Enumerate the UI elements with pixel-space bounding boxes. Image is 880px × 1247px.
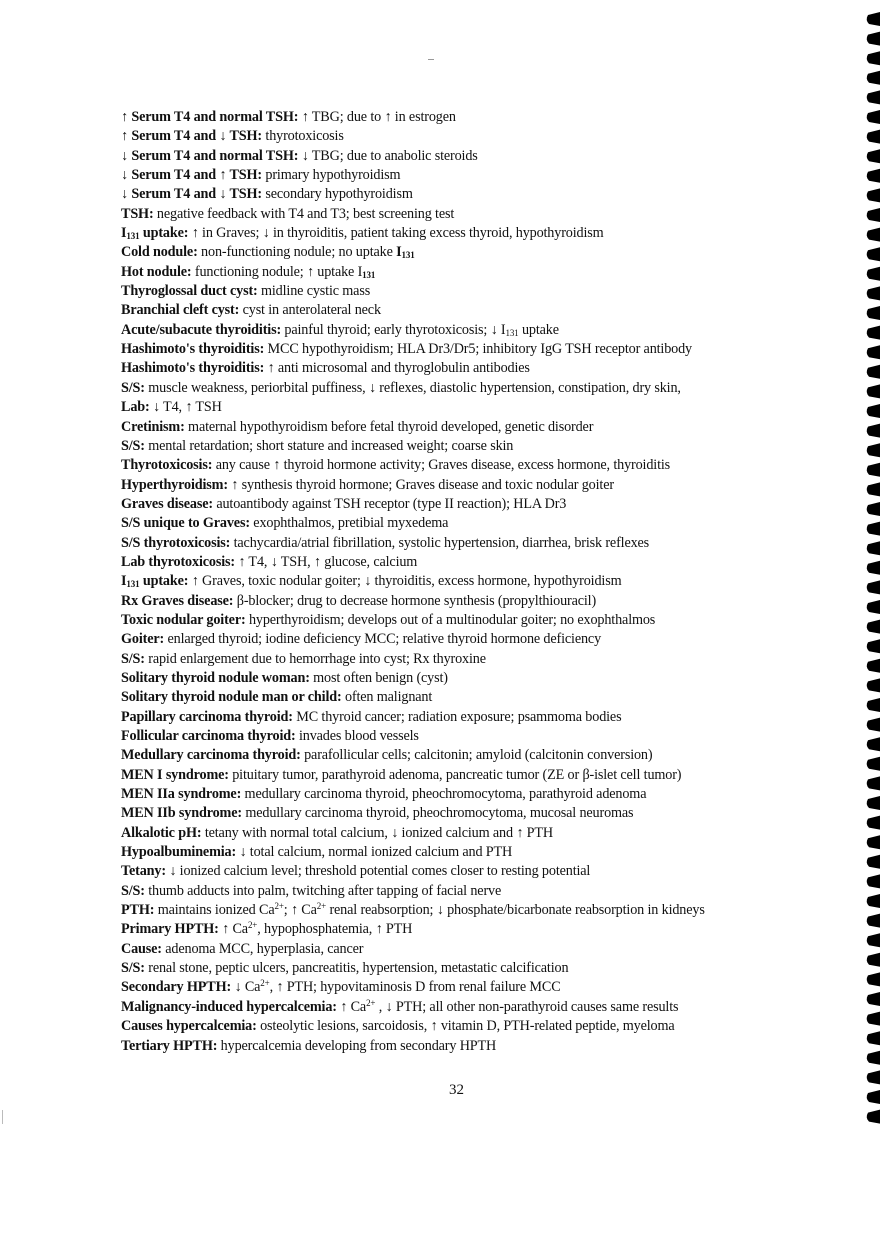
binding-ring (867, 620, 880, 634)
note-line (121, 901, 821, 920)
note-term: Malignancy-induced hypercalcemia: (121, 998, 337, 1015)
note-line (121, 321, 821, 340)
note-term: ↓ Serum T4 and normal TSH: (121, 147, 299, 164)
note-term: Tetany: (121, 863, 166, 880)
binding-ring (867, 90, 880, 104)
binding-ring (867, 130, 880, 144)
note-term: Acute/subacute thyroiditis: (121, 321, 282, 338)
note-line (121, 476, 821, 495)
note-text: 2+ (274, 901, 284, 912)
note-term: Toxic nodular goiter: (121, 611, 246, 628)
binding-ring (867, 914, 880, 928)
note-line (121, 920, 821, 939)
binding-ring (867, 1090, 880, 1104)
note-line (121, 727, 821, 746)
binding-ring (867, 12, 880, 26)
note-line (121, 785, 821, 804)
note-term: Tertiary HPTH: (121, 1037, 218, 1054)
note-text: 131 (505, 327, 519, 338)
note-term: uptake: (139, 225, 189, 242)
binding-ring (867, 522, 880, 536)
note-text: ; ↑ Ca (283, 902, 317, 919)
binding-ring (867, 384, 880, 398)
note-term: ↓ Serum T4 and ↓ TSH: (121, 186, 262, 203)
note-text: functioning nodule; ↑ uptake I (191, 263, 363, 280)
binding-ring (867, 71, 880, 85)
binding-ring (867, 286, 880, 300)
note-term: S/S: (121, 650, 145, 667)
note-text: primary hypothyroidism (262, 167, 401, 184)
note-text: autoantibody against TSH receptor (type II reaction); HLA Dr3 (212, 495, 567, 512)
note-text: ↑ anti microsomal and thyroglobulin antibodies (264, 360, 530, 377)
note-text: osteolytic lesions, sarcoidosis, ↑ vitamin D, PTH-related peptide, myeloma (256, 1018, 675, 1035)
note-line (121, 147, 821, 166)
note-term: Cold nodule: (121, 244, 198, 261)
binding-ring (867, 169, 880, 183)
note-text: ↓ ionized calcium level; threshold potential comes closer to resting potential (165, 863, 591, 880)
note-text: invades blood vessels (295, 728, 419, 744)
binding-ring (867, 874, 880, 888)
binding-ring (867, 757, 880, 771)
note-line (121, 804, 821, 823)
binding-ring (867, 855, 880, 869)
note-term: Goiter: (121, 631, 165, 648)
spiral-binding (840, 0, 880, 1140)
note-text: ↓ T4, ↑ TSH (149, 399, 222, 416)
note-line (121, 514, 821, 533)
note-text: thumb adducts into palm, twitching after tapping of facial nerve (144, 882, 502, 899)
note-text: hypercalcemia developing from secondary HPTH (217, 1037, 497, 1054)
binding-ring (867, 1031, 880, 1045)
note-text: , ↑ PTH; hypovitaminosis D from renal failure MCC (269, 979, 561, 996)
note-term: Solitary thyroid nodule woman: (121, 669, 310, 686)
binding-ring (867, 32, 880, 46)
note-text: β-blocker; drug to decrease hormone synthesis (propylthiouracil) (233, 592, 597, 609)
note-term: S/S unique to Graves: (121, 515, 250, 532)
note-text: 2+ (247, 920, 258, 931)
note-text: enlarged thyroid; iodine deficiency MCC; relative thyroid hormone deficiency (164, 631, 602, 648)
note-line (121, 456, 821, 475)
binding-ring (867, 463, 880, 477)
note-text: , hypophosphatemia, ↑ PTH (257, 921, 413, 938)
binding-ring (867, 698, 880, 712)
binding-ring (867, 424, 880, 438)
binding-ring (867, 188, 880, 202)
note-text: muscle weakness, periorbital puffiness, ↓ reflexes, diastolic hypertension, constipation, dry skin, (144, 379, 681, 396)
note-text: non-functioning nodule; no uptake (197, 244, 397, 261)
note-term: Medullary carcinoma thyroid: (121, 747, 301, 764)
note-line (121, 282, 821, 301)
note-term: uptake: (139, 573, 189, 590)
binding-ring (867, 776, 880, 790)
scan-edge-mark (2, 1110, 3, 1124)
note-text: maintains ionized Ca (154, 902, 275, 919)
note-text: exophthalmos, pretibial myxedema (249, 515, 449, 532)
note-text: thyrotoxicosis (262, 128, 344, 145)
note-text: most often benign (cyst) (309, 669, 448, 686)
binding-ring (867, 110, 880, 124)
note-text: uptake (518, 321, 559, 338)
note-term: Hypoalbuminemia: (121, 844, 237, 861)
note-term: PTH: (121, 902, 155, 919)
note-line (121, 224, 821, 243)
binding-ring (867, 933, 880, 947)
note-line (121, 824, 821, 843)
note-text: ↑ Ca (336, 998, 367, 1015)
note-term: I (396, 244, 402, 261)
note-text: , ↓ PTH; all other non-parathyroid causes same results (375, 998, 679, 1015)
note-term: Lab thyrotoxicosis: (121, 553, 235, 570)
note-term: ↑ Serum T4 and normal TSH: (121, 109, 299, 125)
note-text: any cause ↑ thyroid hormone activity; Graves disease, excess hormone, thyroiditis (212, 457, 671, 474)
note-text: 2+ (366, 997, 376, 1008)
note-text: often malignant (341, 689, 433, 706)
note-text: MCC hypothyroidism; HLA Dr3/Dr5; inhibitory IgG TSH receptor antibody (264, 341, 692, 358)
binding-ring (867, 51, 880, 65)
note-term: ↓ Serum T4 and ↑ TSH: (121, 167, 262, 184)
binding-ring (867, 149, 880, 163)
binding-ring (867, 267, 880, 281)
note-text: ↑ in Graves; ↓ in thyroiditis, patient taking excess thyroid, hypothyroidism (188, 225, 604, 242)
note-term: Thyroglossal duct cyst: (121, 283, 258, 300)
note-line (121, 862, 821, 881)
note-term: Alkalotic pH: (121, 824, 202, 841)
binding-ring (867, 737, 880, 751)
note-text: ↑ TBG; due to ↑ in estrogen (298, 109, 456, 125)
note-term: I (121, 573, 127, 590)
binding-ring (867, 659, 880, 673)
binding-ring (867, 1051, 880, 1065)
note-text: ↑ Graves, toxic nodular goiter; ↓ thyroiditis, excess hormone, hypothyroidism (188, 573, 622, 590)
page-number: 32 (449, 1082, 464, 1098)
note-term: S/S: (121, 882, 145, 899)
note-line (121, 592, 821, 611)
note-text: tetany with normal total calcium, ↓ ionized calcium and ↑ PTH (201, 824, 554, 841)
note-term: S/S: (121, 379, 145, 396)
note-text: medullary carcinoma thyroid, pheochromocytoma, parathyroid adenoma (241, 786, 647, 803)
binding-ring (867, 580, 880, 594)
note-text: midline cystic mass (257, 283, 371, 300)
note-text: ↓ TBG; due to anabolic steroids (298, 147, 478, 164)
note-text: ↑ synthesis thyroid hormone; Graves disease and toxic nodular goiter (227, 476, 614, 493)
note-term: Rx Graves disease: (121, 592, 234, 609)
note-term: Secondary HPTH: (121, 979, 232, 996)
binding-ring (867, 404, 880, 418)
note-term: 131 (126, 579, 140, 590)
binding-ring (867, 1012, 880, 1026)
note-term: MEN I syndrome: (121, 766, 229, 783)
note-text: MC thyroid cancer; radiation exposure; psammoma bodies (292, 708, 622, 725)
note-text: ↓ total calcium, normal ionized calcium and PTH (236, 844, 513, 861)
note-line (121, 650, 821, 669)
note-line (121, 379, 821, 398)
note-line (121, 398, 821, 417)
note-line (121, 127, 821, 146)
note-term: Follicular carcinoma thyroid: (121, 728, 296, 744)
binding-ring (867, 953, 880, 967)
note-line (121, 1037, 821, 1056)
note-line (121, 766, 821, 785)
note-term: I (121, 225, 127, 242)
scan-mark (428, 59, 434, 60)
note-text: adenoma MCC, hyperplasia, cancer (161, 940, 364, 957)
binding-ring (867, 894, 880, 908)
binding-ring (867, 796, 880, 810)
note-text: renal stone, peptic ulcers, pancreatitis, hypertension, metastatic calcification (144, 960, 569, 977)
note-line (121, 243, 821, 262)
binding-ring (867, 502, 880, 516)
note-line (121, 553, 821, 572)
note-line (121, 572, 821, 591)
note-line (121, 418, 821, 437)
binding-ring (867, 228, 880, 242)
note-line (121, 534, 821, 553)
binding-ring (867, 835, 880, 849)
note-line (121, 669, 821, 688)
note-term: S/S: (121, 437, 145, 454)
note-term: Hashimoto's thyroiditis: (121, 360, 265, 377)
binding-ring (867, 561, 880, 575)
note-text: maternal hypothyroidism before fetal thyroid developed, genetic disorder (184, 418, 594, 435)
note-term: Hashimoto's thyroiditis: (121, 341, 265, 358)
binding-ring (867, 247, 880, 261)
note-term: Papillary carcinoma thyroid: (121, 708, 293, 725)
note-line (121, 359, 821, 378)
note-term: 131 (362, 269, 376, 280)
note-line (121, 688, 821, 707)
binding-ring (867, 718, 880, 732)
note-text: tachycardia/atrial fibrillation, systolic hypertension, diarrhea, brisk reflexes (230, 534, 650, 551)
note-text: 2+ (260, 978, 270, 989)
note-line (121, 185, 821, 204)
note-term: MEN IIa syndrome: (121, 786, 242, 803)
binding-ring (867, 208, 880, 222)
note-text: cyst in anterolateral neck (239, 302, 381, 319)
binding-ring (867, 992, 880, 1006)
binding-ring (867, 345, 880, 359)
note-text: ↑ Ca (218, 921, 248, 938)
note-term: S/S thyrotoxicosis: (121, 534, 231, 551)
note-term: Branchial cleft cyst: (121, 302, 240, 319)
note-text: 2+ (316, 901, 327, 912)
binding-ring (867, 1070, 880, 1084)
note-line (121, 108, 821, 127)
note-line (121, 882, 821, 901)
note-text: hyperthyroidism; develops out of a multinodular goiter; no exophthalmos (245, 611, 656, 628)
binding-ring (867, 443, 880, 457)
note-line (121, 611, 821, 630)
note-line (121, 998, 821, 1017)
binding-ring (867, 816, 880, 830)
note-text: parafollicular cells; calcitonin; amyloid (calcitonin conversion) (300, 747, 653, 764)
note-term: MEN IIb syndrome: (121, 805, 242, 822)
note-text: rapid enlargement due to hemorrhage into cyst; Rx thyroxine (144, 650, 486, 667)
note-text: painful thyroid; early thyrotoxicosis; ↓ I (281, 321, 506, 338)
note-text: secondary hypothyroidism (262, 186, 413, 203)
binding-ring (867, 541, 880, 555)
note-text: ↓ Ca (231, 979, 261, 996)
note-text: negative feedback with T4 and T3; best screening test (153, 205, 455, 222)
note-term: 131 (401, 250, 415, 261)
note-term: Graves disease: (121, 495, 213, 512)
note-line (121, 843, 821, 862)
note-text: renal reabsorption; ↓ phosphate/bicarbonate reabsorption in kidneys (326, 902, 705, 919)
note-text: ↑ T4, ↓ TSH, ↑ glucose, calcium (234, 553, 418, 570)
note-text: mental retardation; short stature and increased weight; coarse skin (144, 437, 514, 454)
note-line (121, 940, 821, 959)
note-term: Thyrotoxicosis: (121, 457, 213, 474)
note-line (121, 437, 821, 456)
note-term: ↑ Serum T4 and ↓ TSH: (121, 128, 262, 145)
note-line (121, 959, 821, 978)
binding-ring (867, 639, 880, 653)
note-term: Cretinism: (121, 418, 185, 435)
note-text: medullary carcinoma thyroid, pheochromocytoma, mucosal neuromas (241, 805, 634, 822)
note-term: Hot nodule: (121, 263, 192, 280)
note-line (121, 1017, 821, 1036)
binding-ring (867, 482, 880, 496)
note-line (121, 301, 821, 320)
note-term: S/S: (121, 960, 145, 977)
binding-ring (867, 678, 880, 692)
note-term: TSH: (121, 205, 154, 222)
note-line (121, 495, 821, 514)
note-line (121, 978, 821, 997)
note-line (121, 340, 821, 359)
note-term: Causes hypercalcemia: (121, 1018, 257, 1035)
note-term: 131 (126, 231, 140, 242)
note-term: Cause: (121, 940, 162, 957)
note-line (121, 746, 821, 765)
notes-list (121, 108, 821, 1056)
note-text: pituitary tumor, parathyroid adenoma, pancreatic tumor (ZE or β-islet cell tumor) (228, 766, 682, 783)
binding-ring (867, 1110, 880, 1124)
note-term: Hyperthyroidism: (121, 476, 228, 493)
note-line (121, 205, 821, 224)
note-line (121, 630, 821, 649)
binding-ring (867, 326, 880, 340)
note-line (121, 708, 821, 727)
binding-ring (867, 972, 880, 986)
note-line (121, 263, 821, 282)
binding-ring (867, 306, 880, 320)
note-term: Lab: (121, 399, 150, 416)
note-term: Solitary thyroid nodule man or child: (121, 689, 342, 706)
binding-ring (867, 365, 880, 379)
note-term: Primary HPTH: (121, 921, 219, 938)
binding-ring (867, 600, 880, 614)
note-line (121, 166, 821, 185)
